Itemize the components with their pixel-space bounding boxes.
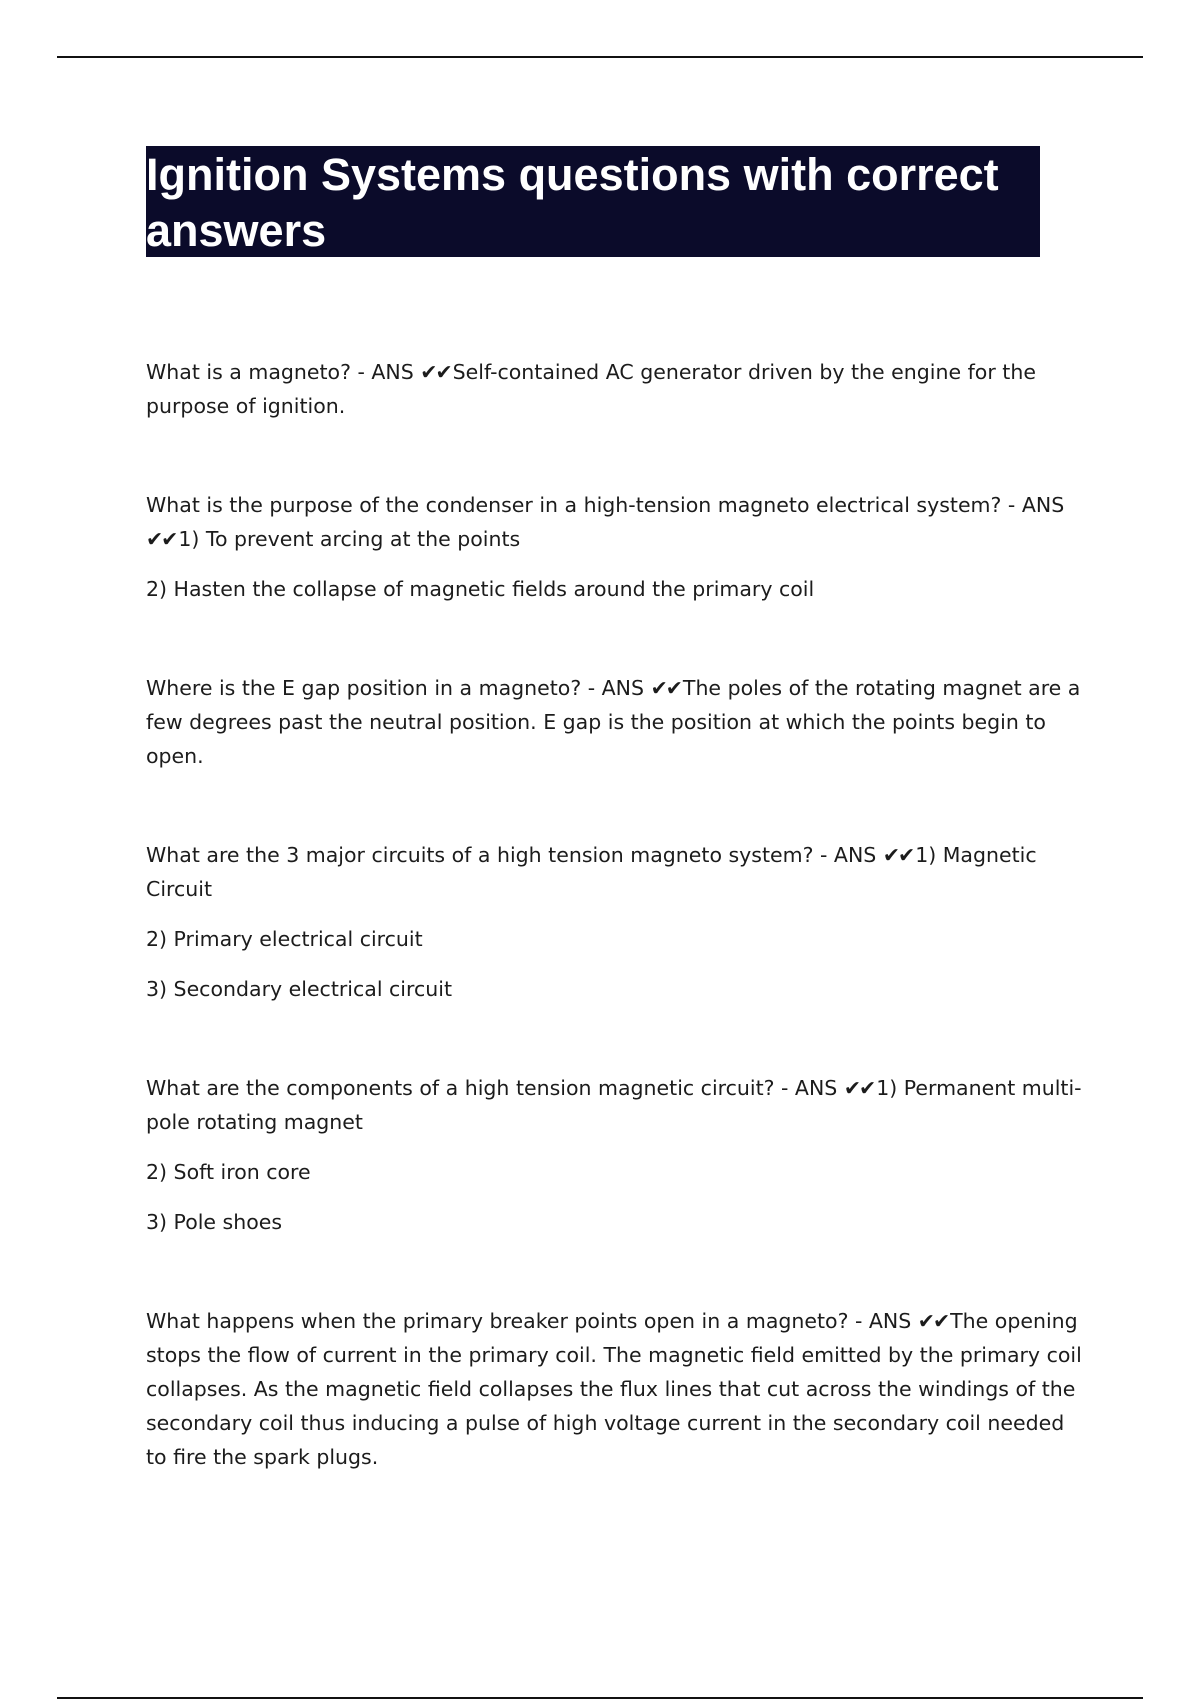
qa-item — [146, 1071, 1091, 1239]
question-text: What are the components of a high tension magnetic circuit? - ANS — [146, 1076, 838, 1100]
question-text: What are the 3 major circuits of a high tension magneto system? - ANS — [146, 843, 877, 867]
qa-main-line — [146, 671, 1091, 773]
qa-item — [146, 488, 1091, 606]
answer-continuation: 2) Primary electrical circuit — [146, 927, 423, 951]
title-banner — [146, 146, 1040, 257]
question-text: What happens when the primary breaker points open in a magneto? - ANS — [146, 1309, 912, 1333]
qa-item — [146, 1304, 1091, 1474]
qa-main-line — [146, 355, 1091, 423]
answer-text: The opening stops the flow of current in the primary coil. The magnetic field emitted by the primary coil collapses. As the magnetic field collapses the flux lines that cut across the windings of the secondary coil thus inducing a pulse of high voltage current in the secondary coil needed to fire the spark plugs. — [146, 1309, 1082, 1469]
answer-continuation: 2) Hasten the collapse of magnetic fields around the primary coil — [146, 577, 815, 601]
answer-text: 1) Magnetic Circuit — [146, 843, 1037, 901]
answer-text: 1) Permanent multi-pole rotating magnet — [146, 1076, 1082, 1134]
qa-main-line — [146, 838, 1091, 906]
qa-item — [146, 355, 1091, 423]
question-text: What is a magneto? - ANS — [146, 360, 414, 384]
double-check-icon: ✔✔ — [882, 843, 914, 867]
qa-main-line — [146, 1304, 1091, 1474]
bottom-rule — [57, 1697, 1143, 1699]
answer-continuation: 3) Pole shoes — [146, 1210, 283, 1234]
answer-text: Self-contained AC generator driven by the engine for the purpose of ignition. — [146, 360, 1036, 418]
double-check-icon: ✔✔ — [917, 1309, 949, 1333]
double-check-icon: ✔✔ — [146, 527, 177, 551]
double-check-icon: ✔✔ — [650, 676, 681, 700]
document-title: Ignition Systems questions with correct answers — [146, 149, 999, 256]
qa-item — [146, 671, 1091, 773]
qa-list — [146, 355, 1091, 1474]
double-check-icon: ✔✔ — [843, 1076, 875, 1100]
answer-continuation: 2) Soft iron core — [146, 1160, 311, 1184]
answer-text: The poles of the rotating magnet are a few degrees past the neutral position. E gap is the position at which the points begin to open. — [146, 676, 1081, 768]
question-text: Where is the E gap position in a magneto? - ANS — [146, 676, 645, 700]
qa-main-line — [146, 488, 1091, 556]
answer-text: 1) To prevent arcing at the points — [178, 527, 521, 551]
qa-main-line — [146, 1071, 1091, 1139]
question-text: What is the purpose of the condenser in a high-tension magneto electrical system? - ANS — [146, 493, 1065, 517]
qa-item — [146, 838, 1091, 1006]
top-rule — [57, 56, 1143, 58]
answer-continuation: 3) Secondary electrical circuit — [146, 977, 452, 1001]
double-check-icon: ✔✔ — [420, 360, 451, 384]
